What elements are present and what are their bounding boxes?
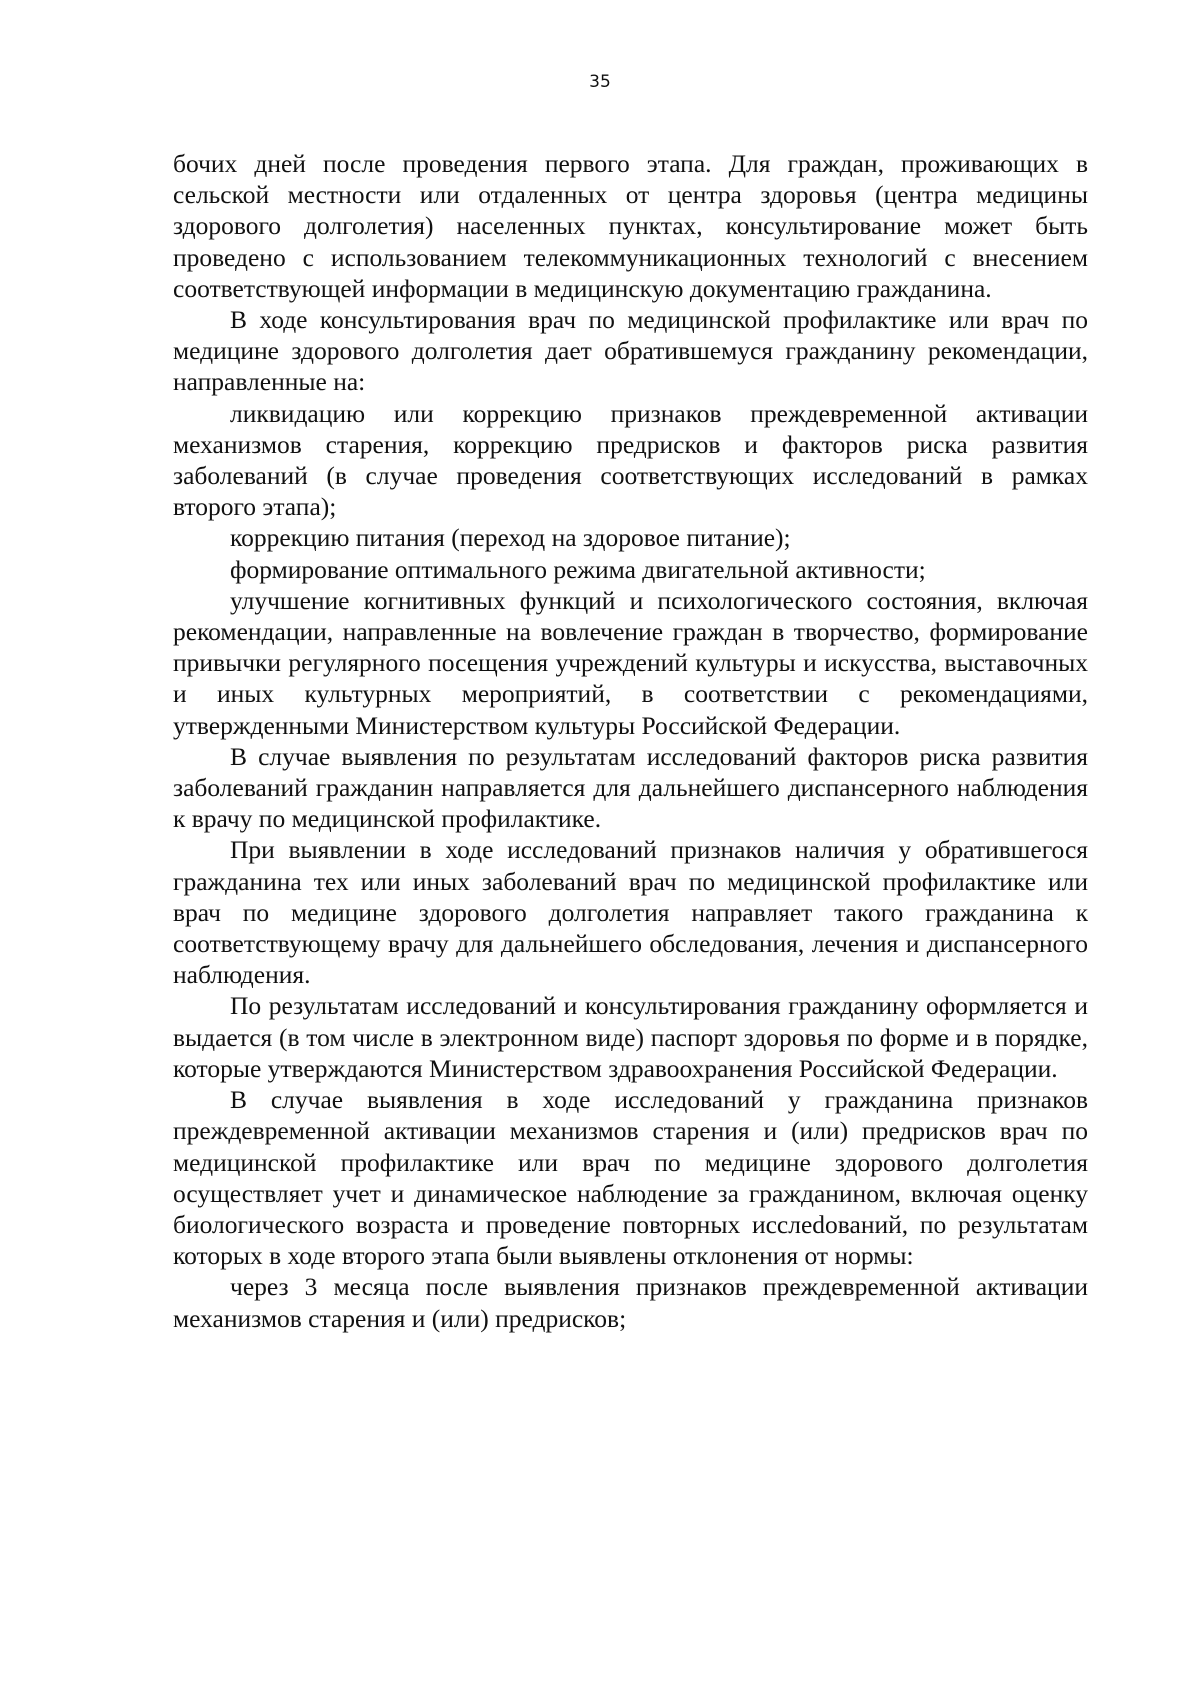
paragraph-list-item: формирование оптимального режима двигательной активности;	[230, 554, 926, 584]
paragraph-list-item: через 3 месяца после выявления признаков преждевременной активации механизмов старения и (или) предрисков;	[173, 1272, 1088, 1333]
paragraph-disease-referral: При выявлении в ходе исследований признаков наличия у обратившегося гражданина тех или иных заболеваний врач по медицинской профилактике или врач по медицине здорового долголетия направляет такого гражданина к соответствующему врачу для дальнейшего обследования, лечения и диспансерного наблюдения.	[173, 835, 1088, 990]
paragraph-health-passport: По результатам исследований и консультирования гражданину оформляется и выдается (в том числе в электронном виде) паспорт здоровья по форме и в порядке, которые утверждаются Министерством здравоохранения Российской Федерации.	[173, 991, 1088, 1083]
document-body	[173, 148, 1088, 1334]
paragraph-dynamic-observation: В случае выявления в ходе исследований у гражданина признаков преждевременной активации механизмов старения и (или) предрисков врач по медицинской профилактике или врач по медицине здорового долголетия осуществляет учет и динамическое наблюдение за гражданином, включая оценку биологического возраста и проведение повторных исслеdований, по результатам которых в ходе второго этапа были выявлены отклонения от нормы:	[173, 1085, 1088, 1271]
paragraph-consultation-intro: В ходе консультирования врач по медицинской профилактике или врач по медицине здорового долголетия дает обратившемуся гражданину рекомендации, направленные на:	[173, 305, 1088, 397]
paragraph-continuation: бочих дней после проведения первого этапа. Для граждан, проживающих в сельской местности или отдаленных от центра здоровья (центра медицины здорового долголетия) населенных пунктах, консультирование может быть проведено с использованием телекоммуникационных технологий с внесением соответствующей информации в медицинскую документацию гражданина.	[173, 149, 1088, 303]
paragraph-list-item: коррекцию питания (переход на здоровое питание);	[230, 523, 791, 553]
paragraph-list-item: улучшение когнитивных функций и психологического состояния, включая рекомендации, направленные на вовлечение граждан в творчество, формирование привычки регулярного посещения учреждений культуры и искусства, выставочных и иных культурных мероприятий, в соответствии с рекомендациями, утвержденными Министерством культуры Российской Федерации.	[173, 585, 1088, 740]
paragraph-list-item: ликвидацию или коррекцию признаков преждевременной активации механизмов старения, коррекцию предрисков и факторов риска развития заболеваний (в случае проведения соответствующих исследований в рамках второго этапа);	[173, 398, 1088, 522]
page-number: 35	[589, 72, 611, 92]
paragraph-risk-factors: В случае выявления по результатам исследований факторов риска развития заболеваний гражданин направляется для дальнейшего диспансерного наблюдения к врачу по медицинской профилактике.	[173, 741, 1088, 834]
